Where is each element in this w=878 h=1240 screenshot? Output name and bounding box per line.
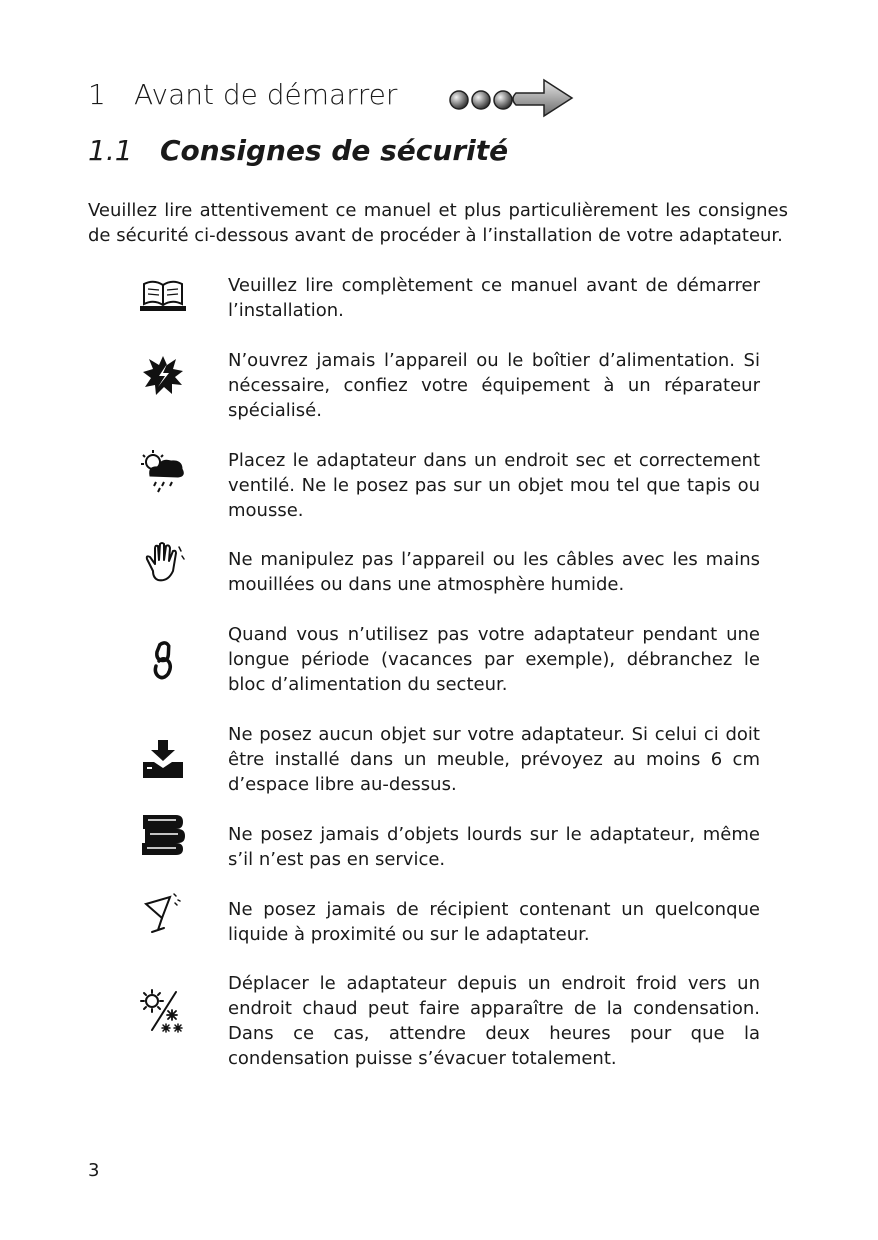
cocktail-glass-icon xyxy=(138,888,188,938)
safety-item-5: Quand vous n’utilisez pas votre adaptateur pendant une longue période (vacances par exemple), débranchez le bloc d’alimentation du secteur. xyxy=(228,624,760,695)
chapter-heading xyxy=(88,72,397,116)
page-number: 3 xyxy=(88,1160,100,1181)
section-heading xyxy=(88,128,508,172)
sun-snowflake-icon xyxy=(138,986,188,1036)
wet-hand-icon xyxy=(138,538,188,588)
safety-item-8: Ne posez jamais de récipient contenant un quelconque liquide à proximité ou sur le adaptateur. xyxy=(228,899,760,945)
object-on-box-icon xyxy=(138,736,188,786)
chapter-number: 1 xyxy=(88,77,106,111)
intro-paragraph: Veuillez lire attentivement ce manuel et plus particulièrement les consignes de sécurité ci-dessous avant de procéder à l’installation de votre adaptateur. xyxy=(88,200,788,246)
open-book-icon xyxy=(138,270,188,320)
sun-rain-cloud-icon xyxy=(138,446,188,496)
safety-item-6: Ne posez aucun objet sur votre adaptateur. Si celui ci doit être installé dans un meuble, prévoyez au moins 6 cm d’espace libre au-dessus. xyxy=(228,724,760,795)
section-number: 1.1 xyxy=(88,133,133,167)
safety-item-1: Veuillez lire complètement ce manuel avant de démarrer l’installation. xyxy=(228,275,760,321)
safety-item-3: Placez le adaptateur dans un endroit sec et correctement ventilé. Ne le posez pas sur un objet mou tel que tapis ou mousse. xyxy=(228,450,760,521)
safety-item-9: Déplacer le adaptateur depuis un endroit froid vers un endroit chaud peut faire apparaître de la condensation. Dans ce cas, attendre deux heures pour que la condensation puisse s’évacuer totalement. xyxy=(228,973,760,1069)
stack-of-books-icon xyxy=(138,808,188,858)
chapter-title: Avant de démarrer xyxy=(134,77,398,111)
arrow-dots-icon xyxy=(446,74,578,122)
section-title: Consignes de sécurité xyxy=(160,133,509,167)
chain-link-icon xyxy=(138,636,188,686)
safety-item-7: Ne posez jamais d’objets lourds sur le adaptateur, même s’il n’est pas en service. xyxy=(228,824,760,870)
safety-item-2: N’ouvrez jamais l’appareil ou le boîtier d’alimentation. Si nécessaire, confiez votre équipement à un réparateur spécialisé. xyxy=(228,350,760,421)
safety-item-4: Ne manipulez pas l’appareil ou les câbles avec les mains mouillées ou dans une atmosphère humide. xyxy=(228,549,760,595)
lightning-burst-icon xyxy=(138,350,188,400)
